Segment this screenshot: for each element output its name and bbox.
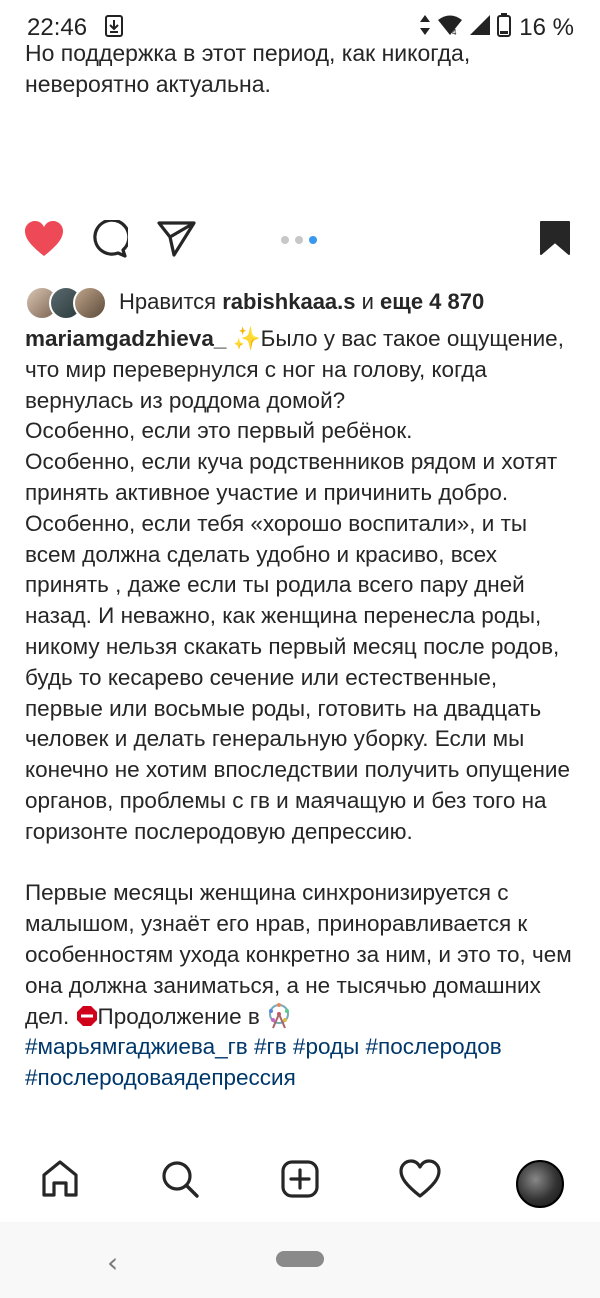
post-actions xyxy=(0,220,600,280)
stop-sign-icon xyxy=(76,1004,98,1029)
caption-continue: Продолжение в xyxy=(97,1003,260,1029)
data-transfer-icon xyxy=(419,13,431,42)
back-icon[interactable]: ‹ xyxy=(107,1246,119,1279)
nav-home-button[interactable] xyxy=(38,1157,82,1201)
post-author-username[interactable]: mariamgadzhieva_ xyxy=(25,326,227,351)
carousel-dot xyxy=(295,236,303,244)
caption-paragraph-5: Первые месяцы женщина синхронизируется с малышом, узнаёт его нрав, приноравливается к особенностям ухода конкретно за ним, и это то, чем она должна заниматься, а не тысячью домашних дел. xyxy=(25,880,572,1029)
likes-and: и xyxy=(355,289,381,314)
new-post-icon xyxy=(280,1159,320,1199)
post-content[interactable] xyxy=(0,40,600,1140)
download-icon xyxy=(104,14,124,38)
status-time: 22:46 xyxy=(27,14,88,41)
likes-summary[interactable] xyxy=(119,289,484,315)
send-icon xyxy=(157,220,197,258)
carousel-dot-active xyxy=(309,236,317,244)
likes-count[interactable]: еще 4 870 xyxy=(380,289,485,314)
hashtags-line-2[interactable]: #послеродоваядепрессия xyxy=(25,1065,296,1091)
battery-icon xyxy=(497,13,511,42)
home-pill[interactable] xyxy=(276,1251,324,1267)
profile-avatar[interactable] xyxy=(516,1160,564,1208)
save-button[interactable] xyxy=(539,220,571,256)
likes-row[interactable] xyxy=(25,284,484,320)
nav-new-post-button[interactable] xyxy=(278,1157,322,1201)
likes-prefix: Нравится xyxy=(119,289,223,314)
sparkles-icon: ✨ xyxy=(232,326,261,351)
previous-caption-line-2: невероятно актуальна. xyxy=(25,71,271,97)
previous-caption-line-1: Но поддержка в этот период, как никогда, xyxy=(25,40,471,66)
liker-avatar xyxy=(73,286,107,320)
comment-button[interactable] xyxy=(90,220,128,258)
svg-text:4: 4 xyxy=(452,28,457,36)
heart-filled-icon xyxy=(24,220,64,258)
status-icons xyxy=(419,13,574,42)
post-caption xyxy=(25,324,580,1094)
system-navigation-bar xyxy=(0,1222,600,1298)
caption-blank-line xyxy=(25,848,580,879)
like-button[interactable] xyxy=(24,220,64,258)
bottom-navigation xyxy=(0,1140,600,1222)
nav-search-button[interactable] xyxy=(158,1157,202,1201)
comment-icon xyxy=(90,220,128,258)
caption-paragraph-2: Особенно, если это первый ребёнок. xyxy=(25,418,413,444)
nav-activity-button[interactable] xyxy=(398,1157,442,1201)
wifi-icon xyxy=(437,14,463,41)
ferris-wheel-icon xyxy=(266,1004,292,1029)
caption-paragraph-1: Было у вас такое ощущение, что мир перевернулся с ног на голову, когда вернулась из роддома домой? xyxy=(25,326,564,413)
hashtags-line-1[interactable]: #марьямгаджиева_гв #гв #роды #послеродов xyxy=(25,1034,502,1060)
bookmark-icon xyxy=(539,220,571,256)
caption-paragraph-4: Особенно, если тебя «хорошо воспитали», и ты всем должна сделать удобно и красиво, всех принять , даже если ты родила всего пару дней назад. И неважно, как женщина перенесла роды, никому нельзя скакать первый месяц после родов, будь то кесарево сечение или естественные, первые или восьмые роды, готовить на двадцать человек и делать генеральную уборку. Если мы конечно не хотим впоследствии получить опущение органов, проблемы с гв и маячащую и без того на горизонте послеродовую депрессию. xyxy=(25,510,570,844)
battery-percent: 16 % xyxy=(519,13,574,41)
search-icon xyxy=(160,1159,200,1199)
activity-heart-icon xyxy=(399,1159,441,1199)
previous-caption-text xyxy=(25,40,585,100)
carousel-indicator xyxy=(281,236,317,244)
liker-username[interactable]: rabishkaaa.s xyxy=(222,289,356,314)
carousel-dot xyxy=(281,236,289,244)
caption-paragraph-3: Особенно, если куча родственников рядом и хотят принять активное участие и причинить добро. xyxy=(25,449,558,505)
signal-icon xyxy=(469,14,491,41)
home-icon xyxy=(40,1159,80,1199)
liker-avatars xyxy=(25,286,105,318)
share-button[interactable] xyxy=(157,220,197,258)
